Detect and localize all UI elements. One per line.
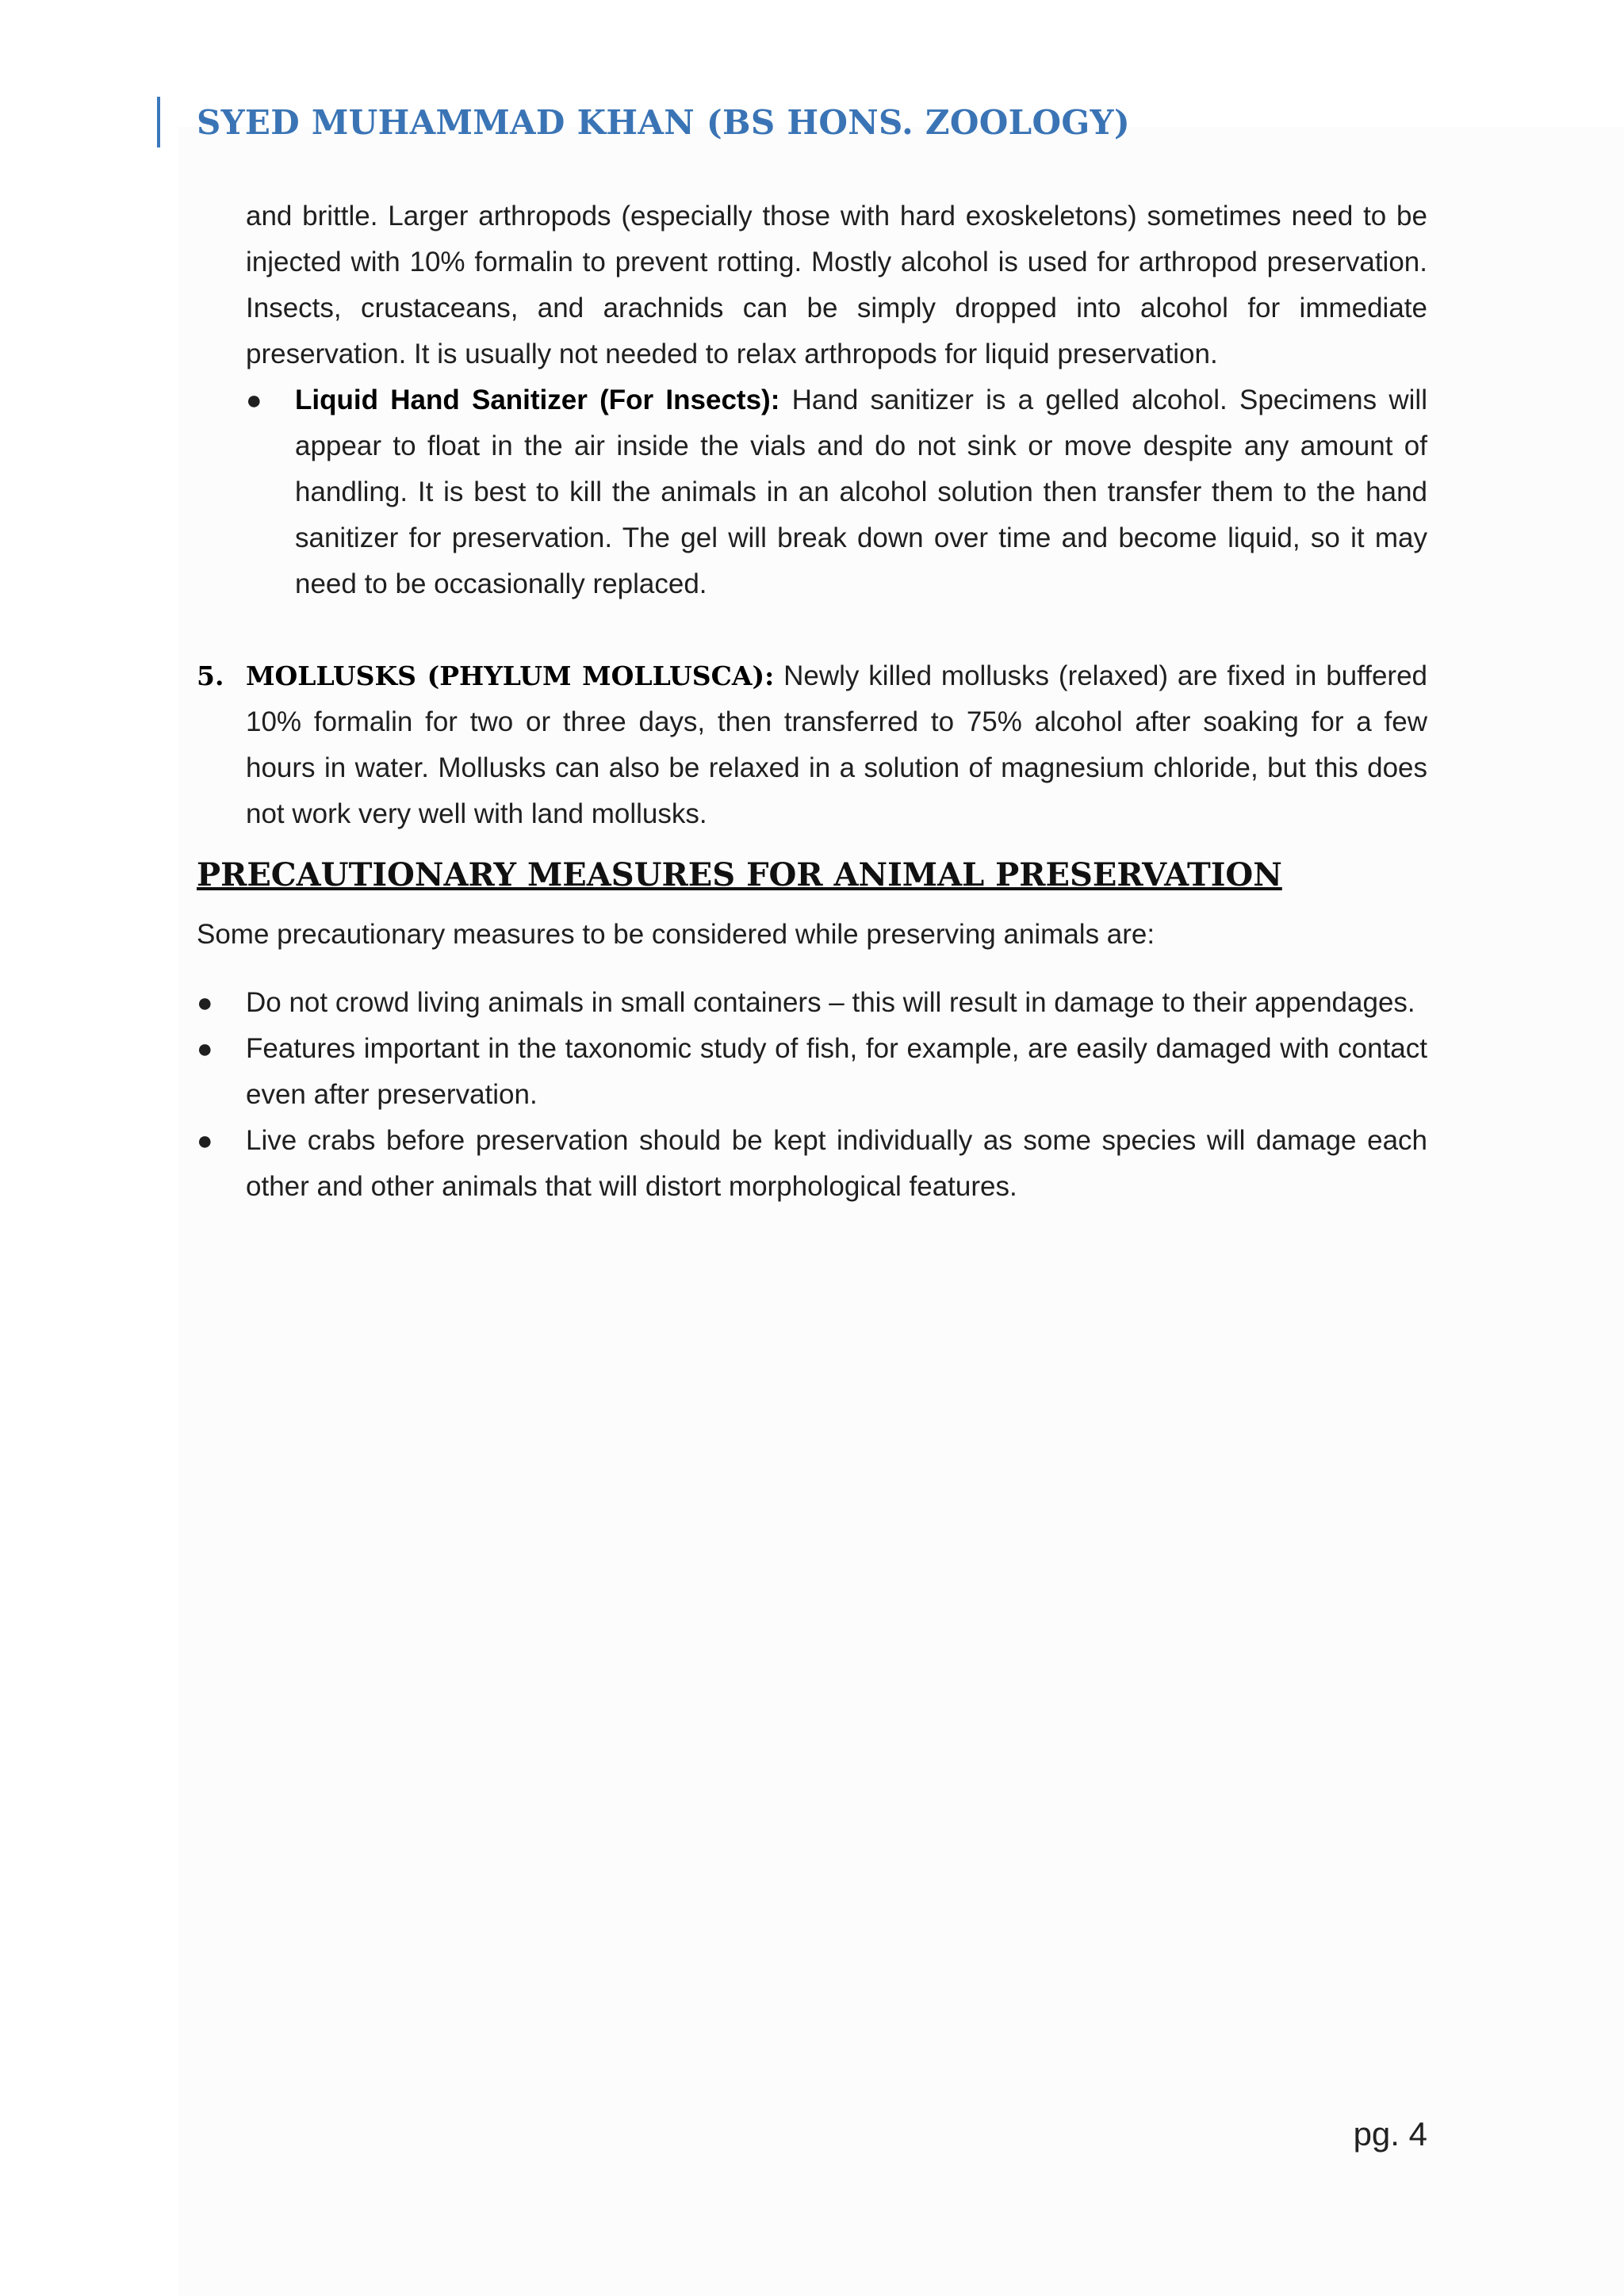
numbered-item-term: MOLLUSKS (PHYLUM MOLLUSCA): (246, 660, 775, 691)
numbered-item (197, 653, 1427, 837)
sub-bullet-text: Hand sanitizer is a gelled alcohol. Specimens will appear to float in the air inside the vials and do not sink or move despite any amount of handling. It is best to kill the animals in an alcohol solution then transfer them to the hand sanitizer for preservation. The gel will break down over time and become liquid, so it may need to be occasionally replaced. (295, 385, 1427, 599)
list-item-text: Live crabs before preservation should be kept individually as some species will damage each other and other animals that will distort morphological features. (246, 1125, 1427, 1202)
sub-bullet-list (246, 377, 1427, 607)
bullet-icon: ● (197, 988, 213, 1018)
list-item-text: Do not crowd living animals in small containers – this will result in damage to their appendages. (246, 987, 1415, 1018)
bullet-icon: ● (246, 385, 262, 415)
section-intro: Some precautionary measures to be considered while preserving animals are: (197, 919, 1155, 950)
list-item-text: Features important in the taxonomic study of fish, for example, are easily damaged with contact even after preservation. (246, 1033, 1427, 1110)
list-item (246, 377, 1427, 607)
numbered-item-text: Newly killed mollusks (relaxed) are fixed in buffered 10% formalin for two or three days, then transferred to 75% alcohol after soaking for a few hours in water. Mollusks can also be relaxed in a solution of magnesium chloride, but this does not work very well with land mollusks. (246, 660, 1428, 829)
section-heading: PRECAUTIONARY MEASURES FOR ANIMAL PRESERVATION (197, 856, 1282, 894)
header-title: SYED MUHAMMAD KHAN (BS HONS. ZOOLOGY) (197, 102, 1130, 142)
bullet-icon: ● (197, 1034, 213, 1064)
list-item (197, 1118, 1427, 1210)
list-item (197, 980, 1427, 1026)
bullet-icon: ● (197, 1126, 213, 1156)
list-item (197, 1026, 1427, 1118)
document-body (197, 193, 1427, 1210)
header-accent-bar (157, 97, 160, 147)
page-number: pg. 4 (1353, 2115, 1427, 2152)
page-header (157, 97, 1130, 147)
precaution-list (197, 980, 1427, 1210)
item-number: 5. (197, 660, 224, 691)
continuation-paragraph: and brittle. Larger arthropods (especially those with hard exoskeletons) sometimes need to be injected with 10% formalin to prevent rotting. Mostly alcohol is used for arthropod preservation. Insects, crustaceans, and arachnids can be simply dropped into alcohol for immediate preservation. It is usually not needed to relax arthropods for liquid preservation. (246, 201, 1427, 369)
sub-bullet-term: Liquid Hand Sanitizer (For Insects): (295, 385, 780, 415)
